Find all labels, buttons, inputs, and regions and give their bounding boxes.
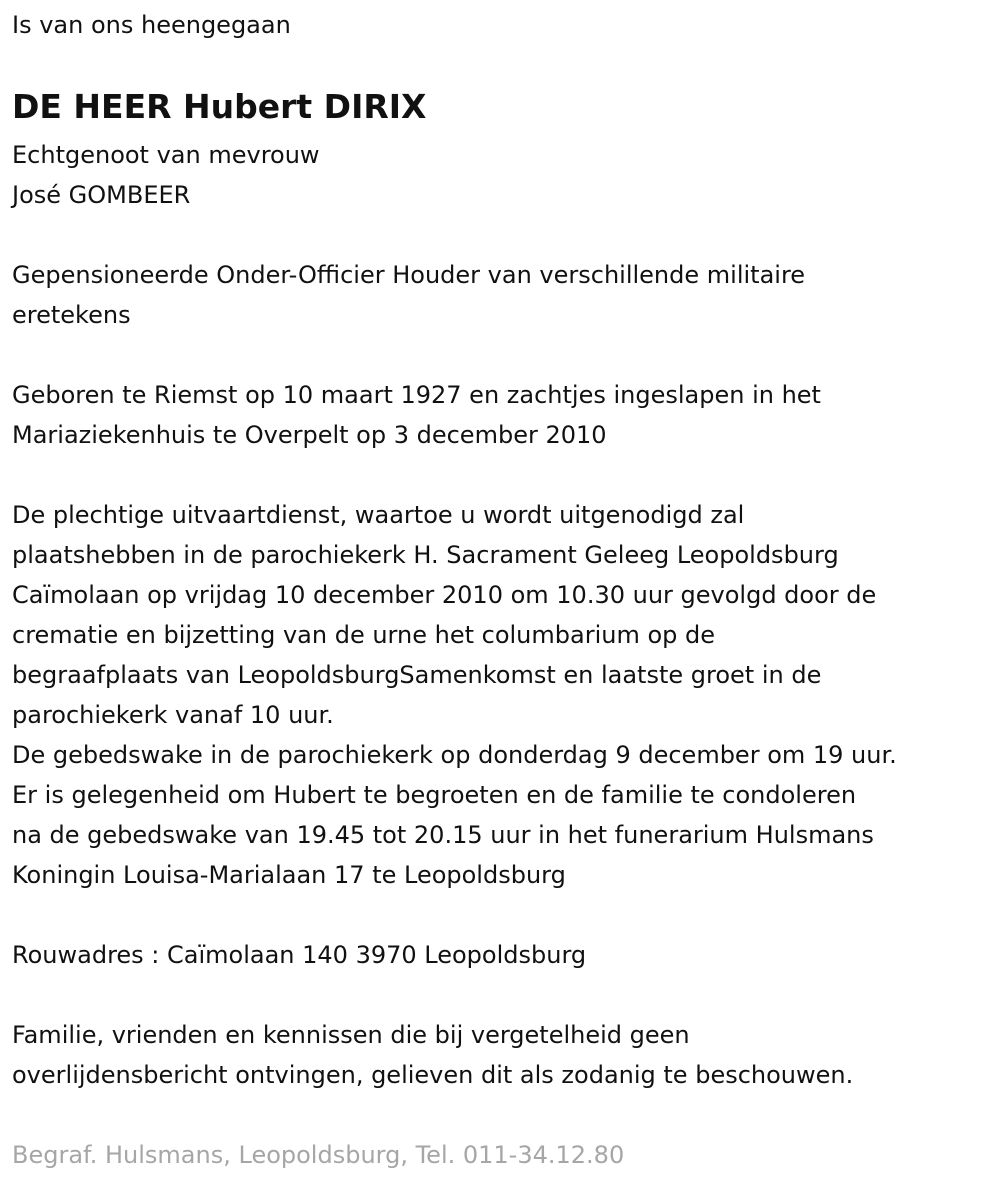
- birth-death-line: Mariaziekenhuis te Overpelt op 3 december 2010: [12, 421, 607, 449]
- funeral-line: Caïmolaan op vrijdag 10 december 2010 om 10.30 uur gevolgd door de: [12, 581, 877, 609]
- mourning-address: Rouwadres : Caïmolaan 140 3970 Leopoldsburg: [12, 941, 587, 969]
- intro-text: Is van ons heengegaan: [12, 11, 291, 39]
- notice-block: [12, 1015, 1000, 1095]
- occupation-block: [12, 255, 1000, 335]
- funeral-line: De gebedswake in de parochiekerk op donderdag 9 december om 19 uur.: [12, 741, 897, 769]
- notice-line: overlijdensbericht ontvingen, gelieven dit als zodanig te beschouwen.: [12, 1061, 854, 1089]
- occupation-line: eretekens: [12, 301, 131, 329]
- spouse-name: José GOMBEER: [12, 181, 191, 209]
- spouse-line: Echtgenoot van mevrouw: [12, 141, 320, 169]
- funeral-home-footer: Begraf. Hulsmans, Leopoldsburg, Tel. 011-34.12.80: [12, 1141, 625, 1169]
- funeral-line: plaatshebben in de parochiekerk H. Sacrament Geleeg Leopoldsburg: [12, 541, 839, 569]
- funeral-line: na de gebedswake van 19.45 tot 20.15 uur in het funerarium Hulsmans: [12, 821, 874, 849]
- funeral-line: De plechtige uitvaartdienst, waartoe u wordt uitgenodigd zal: [12, 501, 745, 529]
- funeral-line: crematie en bijzetting van de urne het columbarium op de: [12, 621, 715, 649]
- funeral-line: begraafplaats van LeopoldsburgSamenkomst en laatste groet in de: [12, 661, 822, 689]
- notice-line: Familie, vrienden en kennissen die bij vergetelheid geen: [12, 1021, 690, 1049]
- funeral-block: [12, 495, 1000, 895]
- birth-death-line: Geboren te Riemst op 10 maart 1927 en zachtjes ingeslapen in het: [12, 381, 821, 409]
- spouse-block: [12, 135, 1000, 215]
- funeral-line: Er is gelegenheid om Hubert te begroeten en de familie te condoleren: [12, 781, 857, 809]
- deceased-name: DE HEER Hubert DIRIX: [12, 87, 427, 126]
- funeral-line: Koningin Louisa-Marialaan 17 te Leopoldsburg: [12, 861, 566, 889]
- birth-death-block: [12, 375, 1000, 455]
- funeral-line: parochiekerk vanaf 10 uur.: [12, 701, 334, 729]
- occupation-line: Gepensioneerde Onder-Officier Houder van verschillende militaire: [12, 261, 806, 289]
